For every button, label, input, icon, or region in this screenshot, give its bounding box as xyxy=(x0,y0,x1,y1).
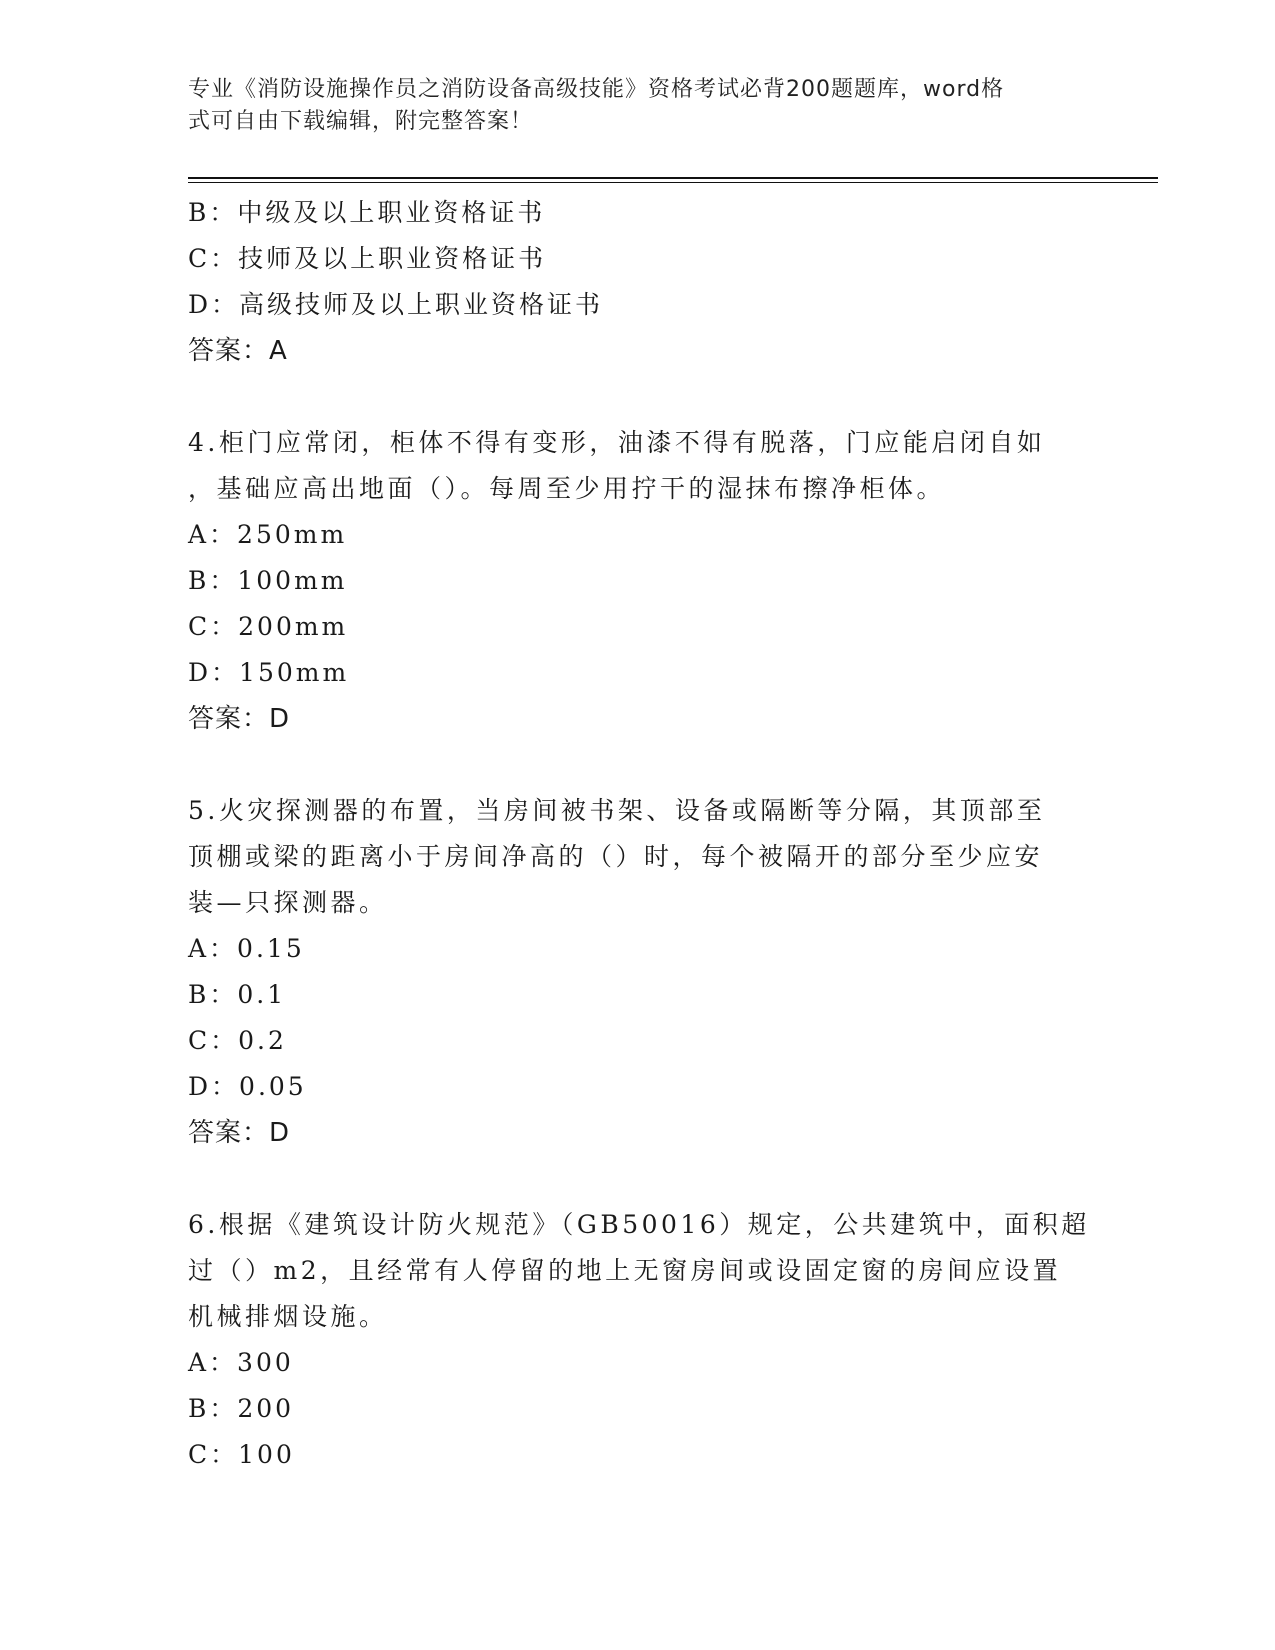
question-text xyxy=(188,788,1078,926)
document-header xyxy=(188,74,1068,138)
header-line-1: 专业《消防设施操作员之消防设备高级技能》资格考试必背200题题库，word格 xyxy=(188,77,1005,102)
question-text-line: 顶棚或梁的距离小于房间净高的（）时，每个被隔开的部分至少应安 xyxy=(188,842,1044,871)
question-text-line: ，基础应高出地面（）。每周至少用拧干的湿抹布擦净柜体。 xyxy=(188,474,946,503)
option-d: D：150mm xyxy=(188,658,350,687)
option-c: C：200mm xyxy=(188,612,349,641)
option-a: A：0.15 xyxy=(188,934,305,963)
question-text xyxy=(188,420,1078,512)
header-divider-thick xyxy=(188,177,1158,179)
question-text-line: 5.火灾探测器的布置，当房间被书架、设备或隔断等分隔，其顶部至 xyxy=(188,796,1046,825)
option-b: B：100mm xyxy=(188,566,348,595)
option-d: D：0.05 xyxy=(188,1072,307,1101)
question-list xyxy=(188,190,1088,1478)
spacer xyxy=(188,374,1088,420)
option-b: B：中级及以上职业资格证书 xyxy=(188,198,546,227)
question-text-line: 过（）m2，且经常有人停留的地上无窗房间或设固定窗的房间应设置 xyxy=(188,1256,1062,1285)
question-3-continued xyxy=(188,190,1088,374)
spacer xyxy=(188,1156,1088,1202)
question-6 xyxy=(188,1202,1088,1478)
question-4 xyxy=(188,420,1088,742)
option-c: C：0.2 xyxy=(188,1026,287,1055)
question-text-line: 6.根据《建筑设计防火规范》（GB50016）规定，公共建筑中，面积超 xyxy=(188,1210,1090,1239)
answer-line: 答案：D xyxy=(188,704,291,734)
question-text-line: 装—只探测器。 xyxy=(188,888,388,917)
option-c: C：100 xyxy=(188,1440,295,1469)
header-line-2: 式可自由下载编辑，附完整答案！ xyxy=(188,109,534,134)
option-d: D：高级技师及以上职业资格证书 xyxy=(188,290,604,319)
answer-line: 答案：D xyxy=(188,1118,291,1148)
option-c: C：技师及以上职业资格证书 xyxy=(188,244,547,273)
question-text-line: 4.柜门应常闭，柜体不得有变形，油漆不得有脱落，门应能启闭自如 xyxy=(188,428,1046,457)
option-b: B：0.1 xyxy=(188,980,287,1009)
option-a: A：250mm xyxy=(188,520,348,549)
question-text-line: 机械排烟设施。 xyxy=(188,1302,388,1331)
question-5 xyxy=(188,788,1088,1156)
spacer xyxy=(188,742,1088,788)
question-text xyxy=(188,1202,1090,1340)
answer-line: 答案：A xyxy=(188,336,288,366)
option-b: B：200 xyxy=(188,1394,295,1423)
option-a: A：300 xyxy=(188,1348,294,1377)
header-divider-thin xyxy=(188,182,1158,183)
